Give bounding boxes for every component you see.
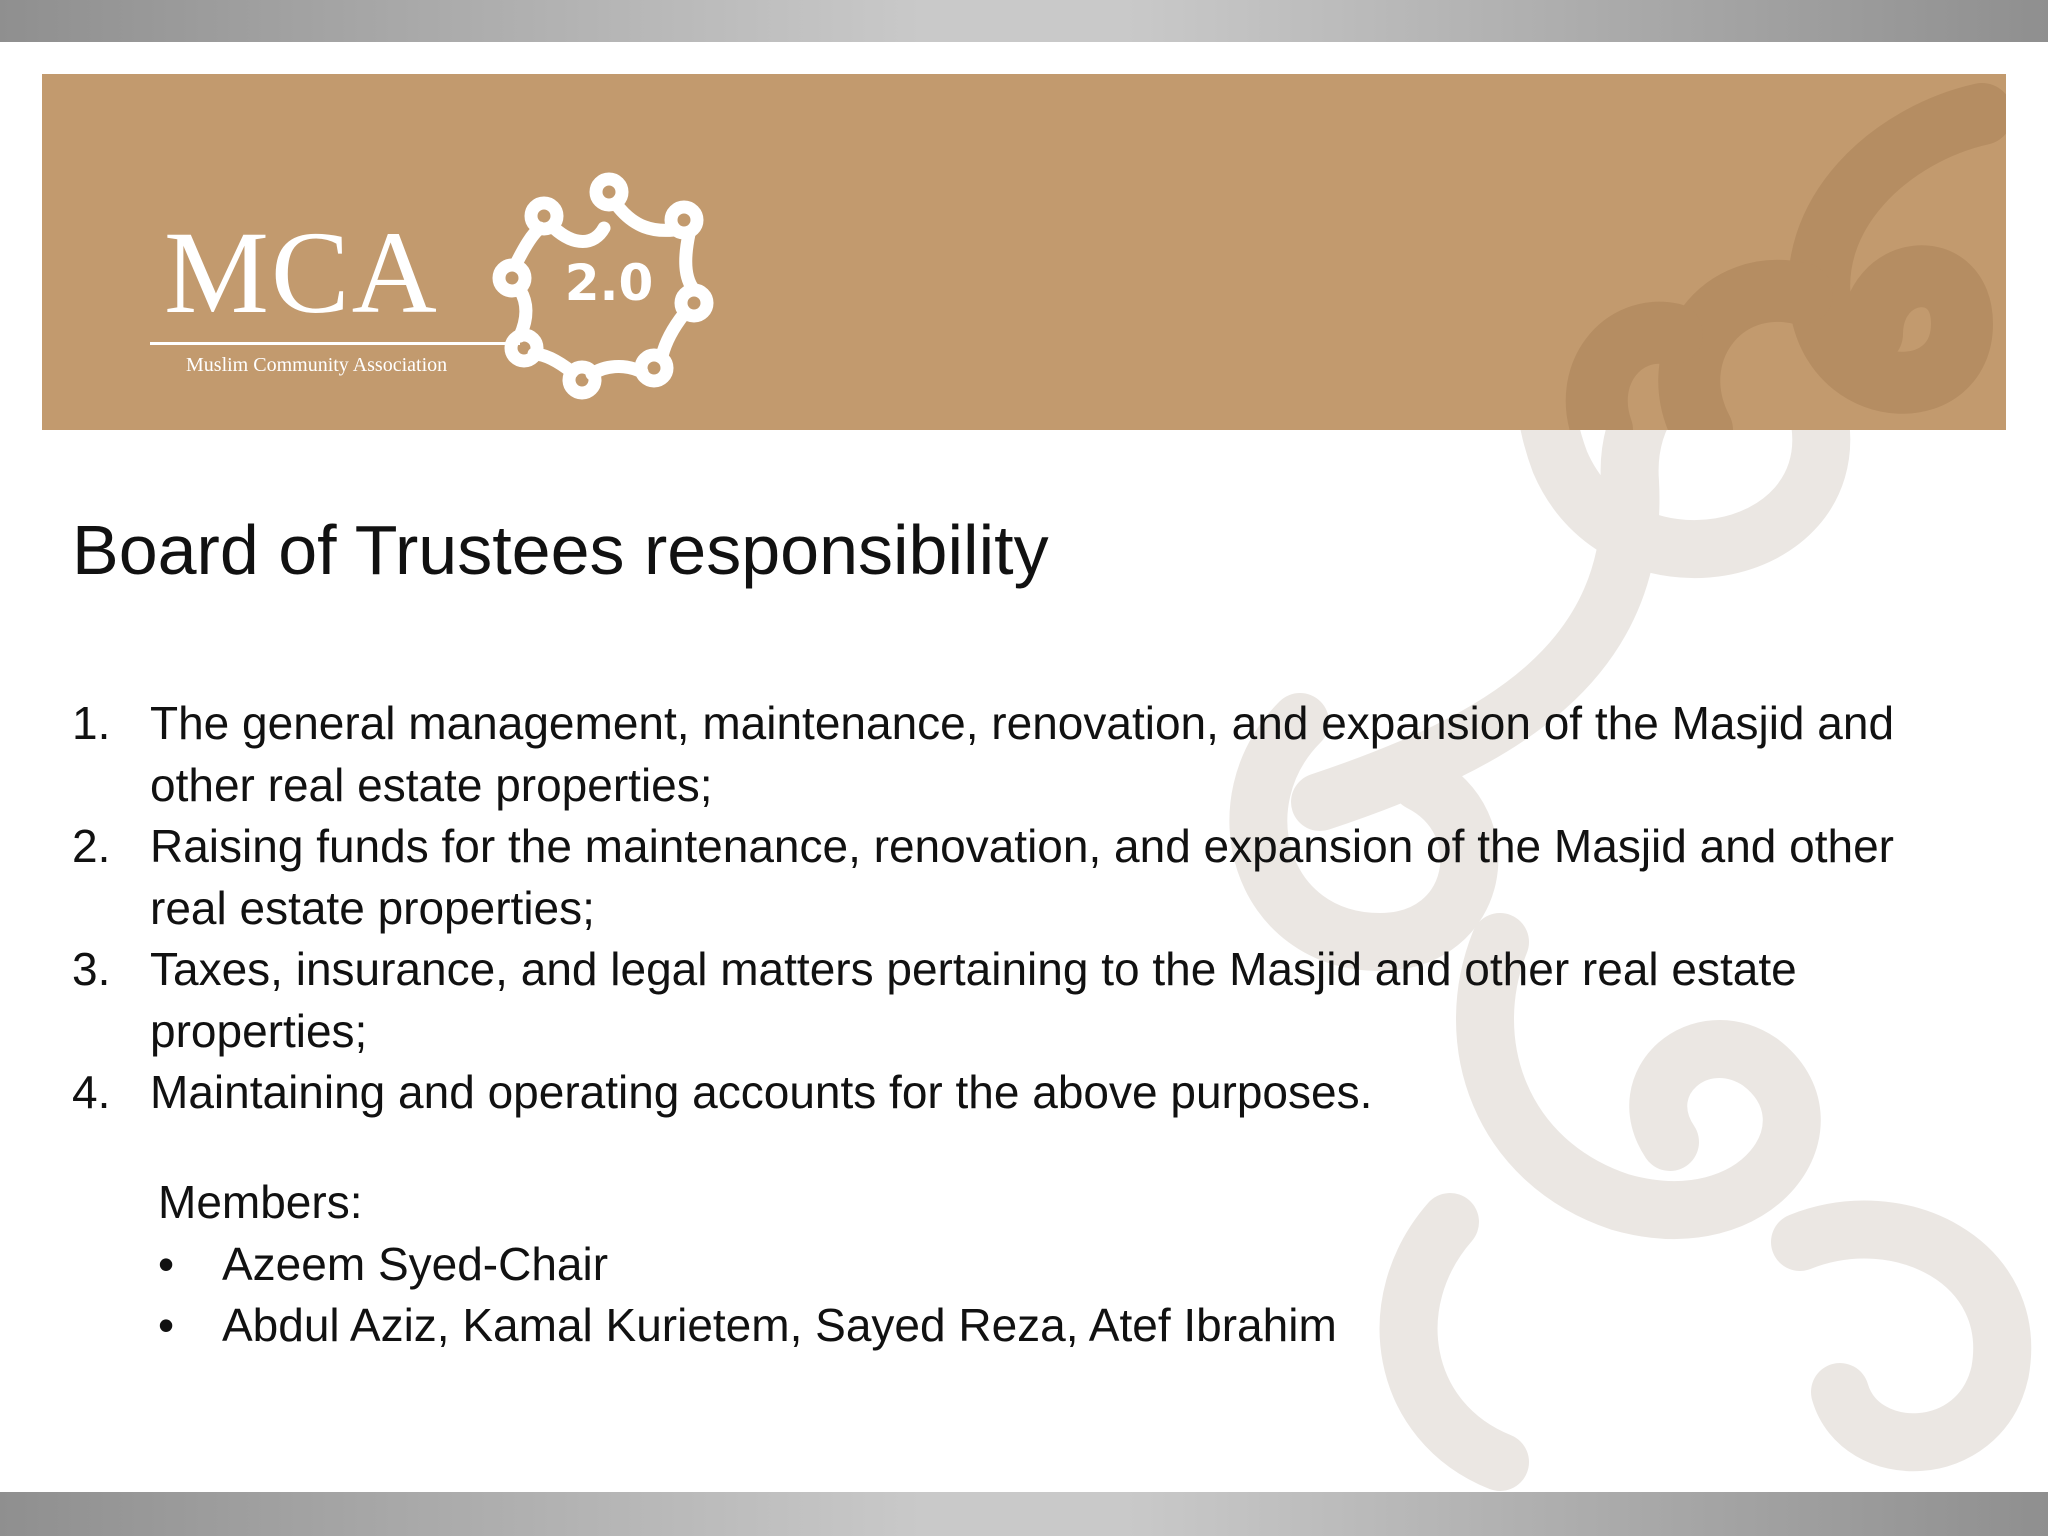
member-name: Abdul Aziz, Kamal Kurietem, Sayed Reza, Atef Ibrahim xyxy=(222,1299,1337,1351)
logo-subtitle: Muslim Community Association xyxy=(186,354,448,376)
members-section xyxy=(158,1172,1337,1357)
list-item xyxy=(72,939,1972,1062)
mca-logo xyxy=(94,118,734,418)
logo-underline xyxy=(150,342,520,345)
list-item-text: The general management, maintenance, renovation, and expansion of the Masjid and other real estate properties; xyxy=(150,697,1895,811)
header-banner xyxy=(42,74,2006,430)
bullet-icon: • xyxy=(158,1299,175,1351)
list-item-text: Raising funds for the maintenance, renovation, and expansion of the Masjid and other real estate properties; xyxy=(150,820,1895,934)
logo-mca-text: MCA xyxy=(164,207,439,338)
member-item xyxy=(158,1234,1337,1296)
page-title: Board of Trustees responsibility xyxy=(72,511,1049,589)
list-item xyxy=(72,816,1972,939)
logo-version-text: 2.0 xyxy=(564,254,654,312)
list-item xyxy=(72,1062,1972,1124)
list-item-number: 1. xyxy=(72,697,111,749)
top-gradient-bar xyxy=(0,0,2048,42)
logo-knot-emblem xyxy=(484,158,734,408)
list-item-number: 4. xyxy=(72,1066,111,1118)
bottom-gradient-bar xyxy=(0,1492,2048,1536)
list-item-text: Maintaining and operating accounts for the above purposes. xyxy=(150,1066,1373,1118)
list-item-text: Taxes, insurance, and legal matters pertaining to the Masjid and other real estate properties; xyxy=(150,943,1797,1057)
member-name: Azeem Syed-Chair xyxy=(222,1237,609,1290)
bullet-icon: • xyxy=(158,1237,175,1290)
list-item-number: 3. xyxy=(72,943,111,995)
members-list xyxy=(158,1234,1337,1357)
responsibilities-list xyxy=(72,693,1972,1124)
members-heading: Members: xyxy=(158,1176,363,1228)
banner-swirl-graphic xyxy=(1422,74,2006,430)
list-item xyxy=(72,693,1972,816)
member-item xyxy=(158,1295,1337,1357)
list-item-number: 2. xyxy=(72,820,111,872)
